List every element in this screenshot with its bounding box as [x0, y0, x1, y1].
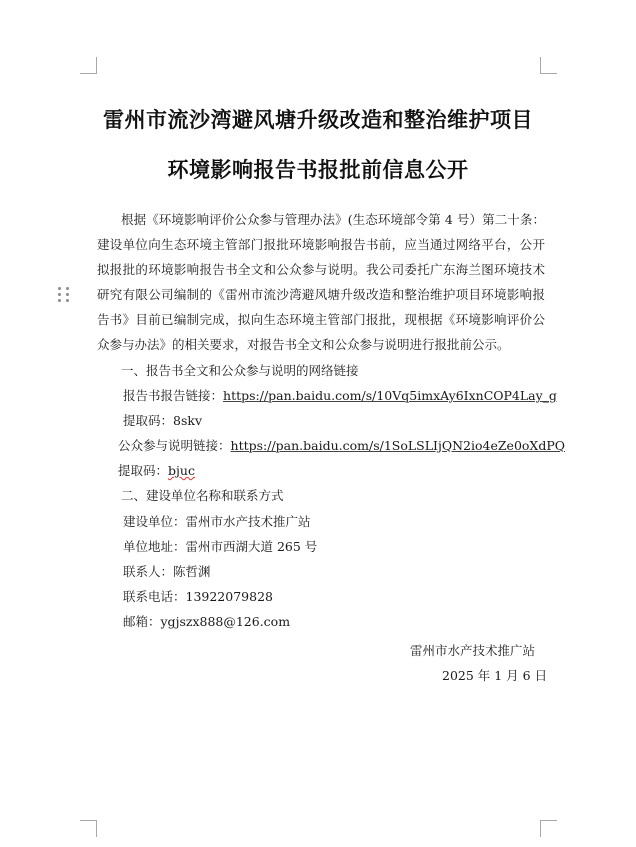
report-code-row: [123, 413, 202, 429]
drag-handle-icon[interactable]: [58, 287, 70, 303]
intro-line-6: 众参与办法》的相关要求，对报告书全文和公众参与说明进行报批前公示。: [97, 337, 510, 352]
page-corner-top-right: [540, 57, 557, 74]
participation-code: bjuc: [168, 463, 195, 478]
report-code-label: 提取码：: [123, 413, 174, 428]
section-1-heading: 一、报告书全文和公众参与说明的网络链接: [121, 363, 359, 378]
section-2-heading: 二、建设单位名称和联系方式: [121, 488, 284, 503]
email-line: 邮箱：ygjszx888@126.com: [123, 614, 291, 629]
contact-line: 联系人：陈哲渊: [123, 564, 211, 579]
phone-line: 联系电话：13922079828: [123, 589, 273, 604]
document-title-line-2: 环境影响报告书报批前信息公开: [167, 157, 469, 182]
signature-organization: 雷州市水产技术推广站: [410, 643, 536, 658]
address-line: 单位地址：雷州市西湖大道 265 号: [123, 539, 318, 554]
report-link-row: [123, 388, 557, 404]
intro-line-1: 根据《环境影响评价公众参与管理办法》(生态环境部令第 4 号）第二十条：: [121, 212, 545, 227]
page-corner-bottom-right: [540, 820, 557, 837]
intro-line-5: 告书》目前已编制完成，拟向生态环境主管部门报批，现根据《环境影响评价公: [97, 312, 545, 327]
unit-line: 建设单位：雷州市水产技术推广站: [123, 514, 311, 529]
participation-code-label: 提取码：: [118, 463, 169, 478]
report-link[interactable]: https://pan.baidu.com/s/10Vq5imxAy6IxnCOP4Lay_g: [223, 388, 557, 403]
participation-link-row: [118, 438, 565, 454]
page-corner-bottom-left: [80, 820, 97, 837]
participation-link[interactable]: https://pan.baidu.com/s/1SoLSLIjQN2io4eZe0oXdPQ: [230, 438, 565, 453]
intro-line-2: 建设单位向生态环境主管部门报批环境影响报告书前，应当通过网络平台，公开: [97, 237, 545, 252]
participation-code-row: [118, 463, 195, 479]
intro-line-3: 拟报批的环境影响报告书全文和公众参与说明。我公司委托广东海兰图环境技术: [97, 262, 545, 277]
signature-date: 2025 年 1 月 6 日: [442, 668, 548, 683]
report-link-label: 报告书报告链接：: [123, 388, 224, 403]
report-code: 8skv: [173, 413, 203, 428]
intro-line-4: 研究有限公司编制的《雷州市流沙湾避风塘升级改造和整治维护项目环境影响报: [97, 287, 545, 302]
participation-link-label: 公众参与说明链接：: [118, 438, 231, 453]
page-corner-top-left: [80, 57, 97, 74]
document-title-line-1: 雷州市流沙湾避风塘升级改造和整治维护项目: [103, 107, 533, 132]
